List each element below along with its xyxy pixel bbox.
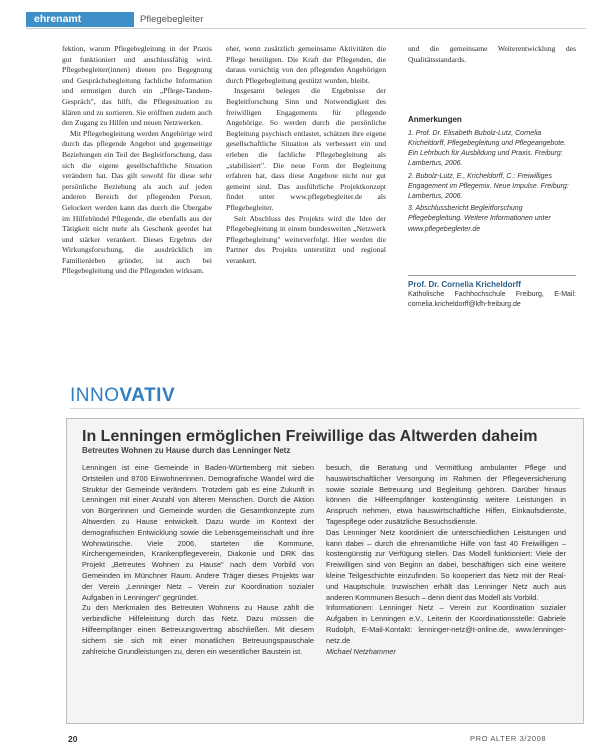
note-item: 3. Abschlussbericht Begleitforschung Pflegebegleitung. Weitere Informationen unter www.pflegebegleiter.de [408,205,551,233]
byline: Michael Netzhammer [326,646,396,656]
box-column-1 [82,463,314,657]
paragraph: Das Lenninger Netz koordiniert die unterschiedlichen Leistungen und kann dabei – durch die ehrenamtliche Hilfe von fast 40 Freiwilligen – kostengünstig zur Verfügung stellen. Das Modell funktioniert: Viele der Freiwilligen sind von Beginn an dabei, beschäftigen sich eine weitere kleine Teilgeschichte einzufinden. So kooperiert das Netz mit der Real- und Hauptschule. Inzwischen erhält das Lenninger Netz auch aus anderen Kommunen Besuch – denn dient das Modell als Vorbild. [326,527,566,602]
paragraph: Mit Pflegebegleitung werden Angehörige wird durch das pflegende Angebot und gegenseitige Beziehungen ein Teil der Begleitforschung, dass sich die eigene gesellschaftliche Situation verändern hat. Das gilt sowohl für diese sehr persönliche Beziehung als auch auf jeden anderen Bereich der pflegenden Person. Gelockert werden kann das durch die Übergabe im Hilfebündel Pflegende, die ebenfalls aus der Tätigkeit nicht mehr als Geschenk geerdet hat und stärker verankert. Dieses Ergebnis der Wirkungsforschung, die ausdrücklich im Familienleben gründet, ist auch bei Pflegebegleitung und die Pflegenden wirksam. [62,128,212,276]
paragraph: und die gemeinsame Weiterentwicklung des Qualitätsstandards. [408,44,576,64]
paragraph: eher, wenn zusätzlich gemeinsame Aktivitäten die Pflege beteiligten. Die Kraft der Pflegenden, die daraus vorsichtig von den pflegenden Angehörigen durch Pflegebegleitung gestützt wurden, bleibt. [226,44,386,85]
journal-footer: PRO ALTER 3/2008 [470,734,547,743]
innovativ-bold: VATIV [119,385,176,406]
article-column-2 [226,44,386,266]
notes-heading: Anmerkungen [408,115,462,125]
note-item: 1. Prof. Dr. Elisabeth Bubolz-Lutz, Cornelia Kricheldorff, Pflegebegleitung und Pflegeangebote. Ein Lehrbuch für Ausbildung und Praxis. Freiburg: Lambertus, 2006. [408,129,567,168]
page-number: 20 [68,734,78,744]
paragraph: Lenningen ist eine Gemeinde in Baden-Württemberg mit sieben Ortsteilen und 8700 Einwohnerinnen. Demografische Wandel wird die Struktur der Gemeinde verändern. Trotzdem gab es eine Zukunft in Lenningen mit einer Anzahl von älteren Menschen. Durch die Aktion von Bürgerinnen und Gemeinde wurden die Gesamtkonzepte zum Altwerden zu Hause entwickelt. Dazu wurde im Kontext der demografischen Entwicklung sowie die Lebensgemeinschaft und ihre Wohnwünsche. Viele 2006, starteten die Kommune, Kirchengemeinden, Krankenpflegeverein, Diakonie und DRK das Projekt „Betreutes Wohnen zu Hause" nach dem Vorbild von Gemeinden im Münchner Raum. Andere Träger dieses Projekts war der Verein „Lenninger Netz – Verein zur Koordination sozialer Aufgaben in Lenningen" gegründet. [82,463,314,602]
article-column-3 [408,44,576,310]
paragraph: Insgesamt belegen die Ergebnisse der Begleitforschung Sinn und Notwendigkeit des freiwilligen Engagements für pflegende Angehörige. So werden durch die persönliche Begleitung psychisch entlastet, schätzen ihre eigene gesellschaftliche Situation als verbessert ein und erleben die fachliche Pflegebegleitung als „stabilisiert". Die neue Form der Begleitung erfahren hat, dass diese Angebote nicht nur gut gemeint sind. Das ausführliche Projektkonzept findet unter www.pflegebegleiter.de als Pflegebegleiter. [226,86,386,212]
box-column-2 [326,463,566,657]
paragraph: Zu den Merkmalen des Betreuten Wohnens zu Hause zählt die verbindliche Hilfeleistung durch das Netz. Dazu müssen die Hilfeempfänger einen Betreuungsvertrag abschließen. Mit diesem sichern sie sich mit einer monatlichen Betreuungspauschale zahlreiche Grundleistungen zu, deren ein wesentlicher Baustein ist. [82,603,314,656]
author-divider [408,275,576,276]
innovativ-heading [70,385,175,407]
note-item: 2. Bubolz-Lutz, E., Kricheldorff, C.: Freiwilliges Engagement im Pflegemix. Neue Impulse. Freiburg: Lambertus, 2006. [408,172,569,200]
box-subtitle: Betreutes Wohnen zu Hause durch das Lenninger Netz [82,446,291,455]
box-title: In Lenningen ermöglichen Freiwillige das Altwerden daheim [82,428,538,445]
paragraph: Informationen: Lenninger Netz – Verein zur Koordination sozialer Aufgaben in Lenningen e.V., Leiterin der Koordinationsstelle: Gabriele Rudolph, E-Mail-Kontakt: lenninger-netz@t-online.de, www.lenninger-netz.de [326,603,566,645]
header-divider [26,28,586,29]
innovativ-divider [70,408,580,409]
section-label: ehrenamt [26,12,134,27]
paragraph: Seit Abschluss des Projekts wird die Idee der Pflegebegleitung in einem bundesweiten „Netzwerk Pflegebegleitung" weiterverfolgt. Hier werden die Partner des Projekts unterstützt und regional verankert. [226,213,386,265]
subsection-label: Pflegebegleiter [140,14,204,25]
article-column-1 [62,44,212,277]
author-name: Prof. Dr. Cornelia Kricheldorff [408,279,521,289]
paragraph: fektion, warum Pflegebegleitung in der Praxis gut funktioniert und anschlussfähig wird. Pflegebegleiter(innen) dienen pro Begegnung und Gesprächsbegleitung fachliche Information und ermutigen durch ein „Pflege-Tandem-Gespräch", das hilft, die Pflegesituation zu klären und zu sortieren. Sie eröffnen zudem auch den Zugang zu Hilfen und neuen Netzwerken. [62,44,212,128]
paragraph: besuch, die Beratung und Vermittlung ambulanter Pflege und hauswirtschaftlicher Versorgung im Rahmen der Pflegeversicherung sowie soziale Betreuung und Begleitung gehören. Darüber hinaus können die Hilfeempfänger kostengünstig weitere Leistungen in Anspruch nehmen, etwa hauswirtschaftliche Hilfen, Einkaufsdienste, Tagespflege oder zusätzliche Besuchsdienste. [326,463,566,526]
innovativ-light: INNO [70,385,120,406]
author-info: Katholische Fachhochschule Freiburg, E-Mail: cornelia.kricheldorff@kfh-freiburg.de [408,291,576,309]
